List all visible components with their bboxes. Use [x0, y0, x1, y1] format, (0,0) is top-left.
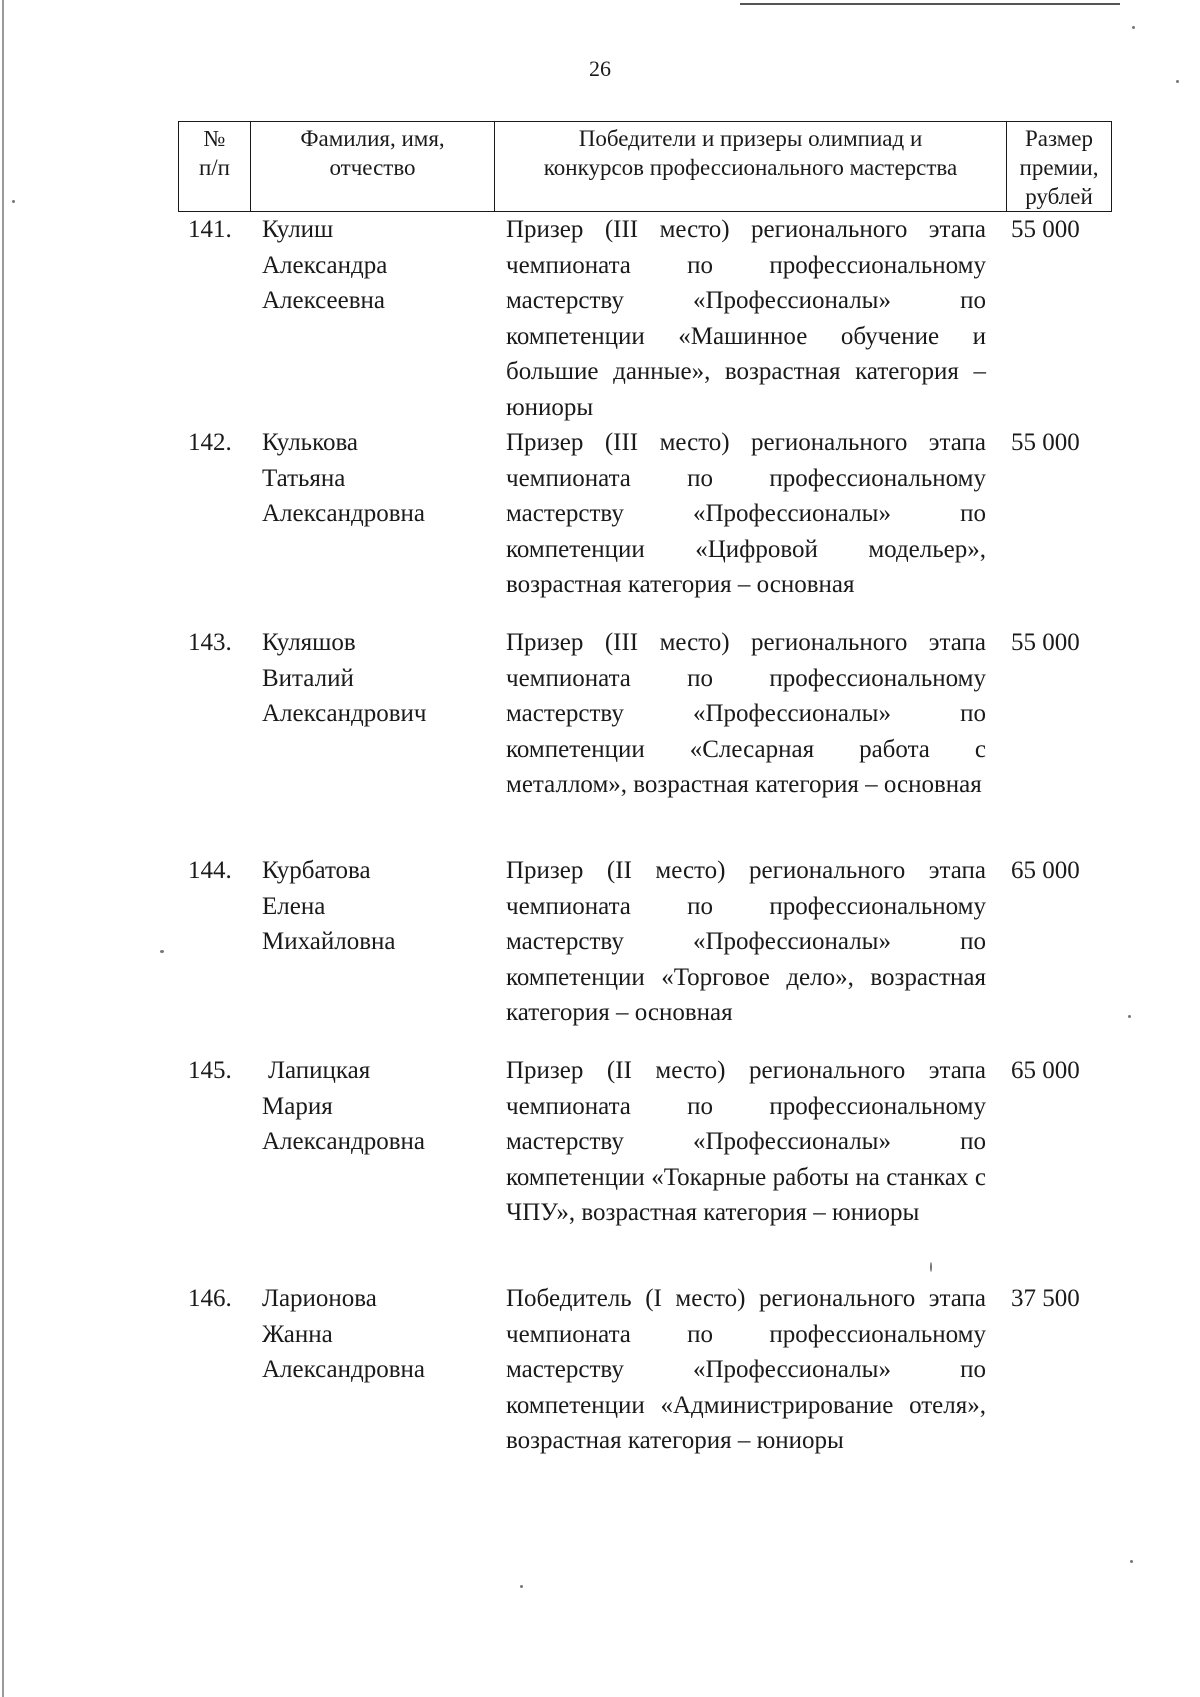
- recipient-name: [262, 625, 482, 732]
- header-number: № п/п: [179, 122, 251, 212]
- first-name: Виталий: [262, 664, 354, 692]
- prize-amount: 65 000: [1011, 857, 1080, 884]
- page-number: 26: [589, 56, 611, 81]
- prize-amount: 37 500: [1011, 1285, 1080, 1312]
- prize-amount: 55 000: [1011, 429, 1080, 456]
- table-row: [0, 1281, 1200, 1481]
- recipient-name: [262, 1281, 482, 1388]
- table-row: [0, 1053, 1200, 1281]
- surname: Ларионова: [262, 1285, 377, 1312]
- row-number: 143.: [188, 629, 232, 656]
- first-name: Елена: [262, 892, 326, 920]
- surname: Курбатова: [262, 857, 371, 884]
- scan-speck: [1132, 26, 1135, 29]
- patronymic: Александровна: [262, 1128, 426, 1155]
- surname: Кулькова: [262, 429, 359, 456]
- prize-amount: 55 000: [1011, 216, 1080, 243]
- surname: Кулиш: [262, 216, 334, 243]
- patronymic: Александровна: [262, 500, 426, 527]
- header-description: Победители и призеры олимпиад и конкурсов профессионального мастерства: [495, 122, 1007, 212]
- recipient-name: [262, 212, 482, 319]
- award-description: Призер (III место) регионального этапа чемпионата по профессиональному мастерству «Профессионалы» по компетенции «Машинное обучение и большие данные», возрастная категория – юниоры: [506, 216, 986, 421]
- scan-speck: [1128, 1015, 1131, 1018]
- row-number: 144.: [188, 857, 232, 884]
- table-row: [0, 425, 1200, 625]
- header-row: [179, 122, 1112, 212]
- scan-speck: [1130, 1560, 1133, 1563]
- header-name: Фамилия, имя, отчество: [251, 122, 495, 212]
- table-row: [0, 212, 1200, 425]
- scan-speck: [160, 950, 164, 953]
- row-number: 146.: [188, 1285, 232, 1312]
- awards-table-body: [0, 212, 1200, 1481]
- patronymic: Михайловна: [262, 928, 396, 955]
- first-name: Татьяна: [262, 464, 346, 492]
- scan-speck: [1176, 80, 1179, 83]
- prize-amount: 55 000: [1011, 629, 1080, 656]
- award-description: Призер (II место) регионального этапа чемпионата по профессиональному мастерству «Профессионалы» по компетенции «Торговое дело», возрастная категория – основная: [506, 857, 986, 1026]
- award-description: Призер (II место) регионального этапа чемпионата по профессиональному мастерству «Профессионалы» по компетенции «Токарные работы на станках с ЧПУ», возрастная категория – юниоры: [506, 1057, 986, 1226]
- patronymic: Александровна: [262, 1356, 426, 1383]
- scan-speck: [520, 1585, 523, 1588]
- recipient-name: [262, 853, 482, 960]
- prize-amount: 65 000: [1011, 1057, 1080, 1084]
- header-prize: Размер премии, рублей: [1007, 122, 1112, 212]
- row-number: 141.: [188, 216, 232, 243]
- surname: Лапицкая: [268, 1057, 371, 1084]
- scan-edge-top: [740, 3, 1120, 5]
- table-row: [0, 853, 1200, 1053]
- surname: Куляшов: [262, 629, 356, 656]
- scan-speck: [12, 200, 15, 203]
- first-name: Жанна: [262, 1320, 333, 1348]
- award-description: Призер (III место) регионального этапа чемпионата по профессиональному мастерству «Профессионалы» по компетенции «Цифровой модельер», возрастная категория – основная: [506, 429, 986, 598]
- patronymic: Александрович: [262, 700, 427, 727]
- award-description: Призер (III место) регионального этапа чемпионата по профессиональному мастерству «Профессионалы» по компетенции «Слесарная работа с металлом», возрастная категория – основная: [506, 629, 986, 798]
- award-description: Победитель (I место) регионального этапа чемпионата по профессиональному мастерству «Профессионалы» по компетенции «Администрирование отеля», возрастная категория – юниоры: [506, 1285, 986, 1454]
- awards-table-header: [178, 121, 1112, 212]
- first-name: Мария: [262, 1092, 333, 1120]
- patronymic: Алексеевна: [262, 287, 386, 314]
- row-number: 142.: [188, 429, 232, 456]
- recipient-name: [262, 425, 482, 532]
- row-number: 145.: [188, 1057, 232, 1084]
- scan-speck: [930, 1262, 932, 1272]
- first-name: Александра: [262, 251, 388, 279]
- table-row: [0, 625, 1200, 853]
- recipient-name: [262, 1053, 482, 1160]
